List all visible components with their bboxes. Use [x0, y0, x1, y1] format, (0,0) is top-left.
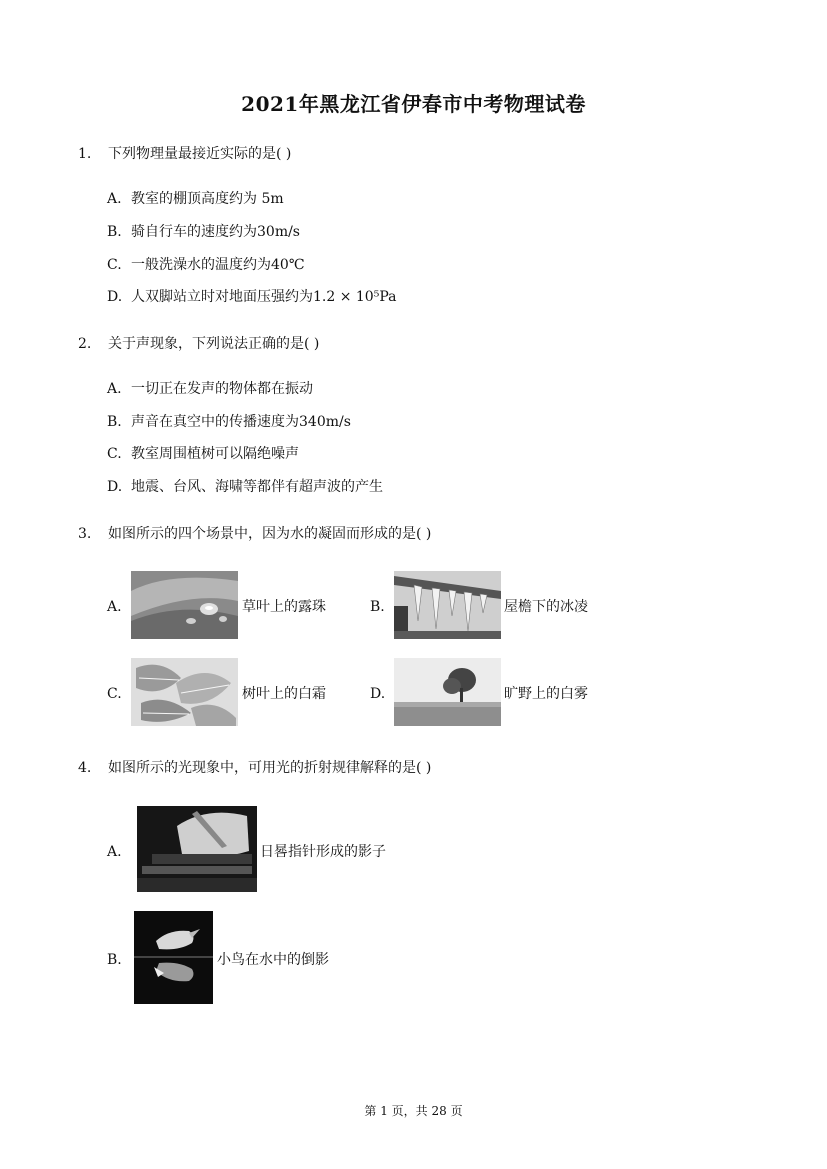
- option-3b: [370, 571, 610, 641]
- frost-photo: [131, 658, 238, 726]
- option-caption: 旷野上的白雾: [504, 686, 588, 702]
- option-text: 教室的棚顶高度约为 5m: [131, 191, 284, 207]
- option-letter: A.: [107, 844, 122, 860]
- option-caption: 树叶上的白霜: [242, 686, 326, 702]
- dew-photo: [131, 571, 238, 639]
- option-2c: [107, 444, 299, 464]
- option-letter: A.: [107, 191, 122, 207]
- option-caption: 屋檐下的冰凌: [504, 599, 588, 615]
- option-letter: D.: [107, 289, 123, 305]
- option-3a: [107, 571, 347, 641]
- option-caption: 草叶上的露珠: [242, 599, 326, 615]
- option-2b: [107, 412, 351, 432]
- option-4b: [107, 911, 407, 1006]
- icicle-photo: [394, 571, 501, 639]
- option-text: 声音在真空中的传播速度为340m/s: [131, 414, 351, 430]
- option-1b: [107, 222, 300, 242]
- option-caption: 小鸟在水中的倒影: [217, 952, 329, 968]
- option-2d: [107, 477, 383, 497]
- question-stem: 如图所示的四个场景中，因为水的凝固而形成的是( ): [108, 526, 432, 542]
- bird-reflection-photo: [134, 911, 213, 1004]
- option-caption: 日晷指针形成的影子: [260, 844, 386, 860]
- option-text: 人双脚站立时对地面压强约为1.2 × 10⁵Pa: [131, 289, 397, 305]
- option-letter: B.: [107, 224, 122, 240]
- option-1c: [107, 255, 304, 275]
- page-title: 2021年黑龙江省伊春市中考物理试卷: [241, 92, 586, 116]
- option-letter: C.: [107, 446, 122, 462]
- option-2a: [107, 379, 313, 399]
- option-letter: A.: [107, 381, 122, 397]
- option-3c: [107, 658, 347, 728]
- fog-photo: [394, 658, 501, 726]
- option-letter: D.: [107, 479, 123, 495]
- option-text: 一切正在发声的物体都在振动: [131, 381, 313, 397]
- question-number: 2.: [78, 336, 92, 352]
- option-letter: B.: [107, 414, 122, 430]
- option-text: 一般洗澡水的温度约为40℃: [131, 257, 305, 273]
- option-1a: [107, 189, 284, 209]
- question-number: 4.: [78, 760, 92, 776]
- option-letter: B.: [107, 952, 122, 968]
- option-letter: C.: [107, 257, 122, 273]
- question-stem: 如图所示的光现象中，可用光的折射规律解释的是( ): [108, 760, 432, 776]
- question-stem: 关于声现象，下列说法正确的是( ): [108, 336, 320, 352]
- question-stem: 下列物理量最接近实际的是( ): [108, 146, 292, 162]
- sundial-photo: [137, 806, 257, 892]
- option-letter: A.: [107, 599, 122, 615]
- option-text: 地震、台风、海啸等都伴有超声波的产生: [131, 479, 383, 495]
- option-text: 骑自行车的速度约为30m/s: [131, 224, 300, 240]
- option-letter: D.: [370, 686, 386, 702]
- question-number: 1.: [78, 146, 92, 162]
- option-text: 教室周围植树可以隔绝噪声: [131, 446, 299, 462]
- option-4a: [107, 806, 407, 896]
- option-letter: C.: [107, 686, 122, 702]
- option-letter: B.: [370, 599, 385, 615]
- question-number: 3.: [78, 526, 92, 542]
- option-3d: [370, 658, 610, 728]
- page-footer: 第 1 页，共 28 页: [364, 1104, 463, 1118]
- option-1d: [107, 287, 396, 307]
